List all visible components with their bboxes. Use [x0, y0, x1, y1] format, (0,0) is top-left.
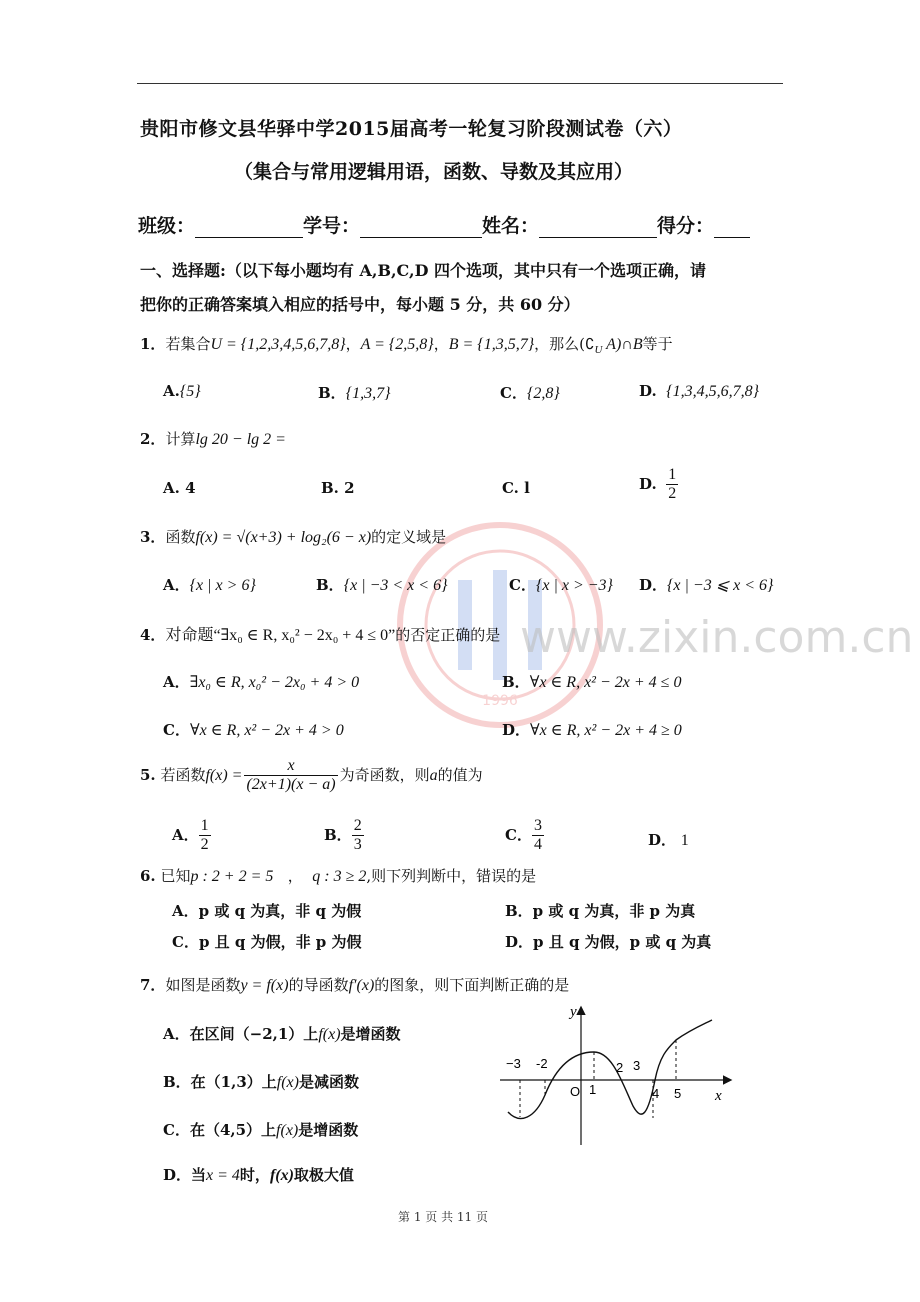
x-label: x [715, 1088, 722, 1104]
q4-option-a[interactable]: A．∃x₀ ∈ R, x₀² − 2x₀ + 4 > 0 [163, 673, 360, 691]
q5-post2: 的值为 [437, 765, 483, 784]
q3-option-b[interactable]: B．{x | −3 < x < 6} [316, 576, 448, 594]
q1-number: 1． [140, 335, 166, 353]
q6-text: 已知 [160, 867, 191, 885]
watermark-year: 1996 [482, 693, 518, 709]
q2-option-d[interactable]: D. $\frac{1}{2}$ [639, 466, 677, 503]
q7-number: 7． [140, 976, 166, 994]
q4-option-b[interactable]: B．∀x ∈ R, x² − 2x + 4 ≤ 0 [502, 673, 682, 691]
q6-p: p : 2 + 2 = 5 [190, 868, 274, 885]
tick-neg3: −3 [506, 1056, 521, 1071]
q4-text: 对命题“∃x₀ ∈ R, x₀² − 2x₀ + 4 ≤ 0” [165, 627, 396, 644]
score-label: 得分： [657, 215, 715, 237]
q2-option-c[interactable]: C. l [502, 479, 530, 497]
section-line2: 把你的正确答案填入相应的括号中，每小题 5 分，共 60 分） [140, 295, 580, 314]
tick-5: 5 [674, 1086, 682, 1101]
q2-option-b[interactable]: B. 2 [321, 479, 355, 497]
q7-option-d[interactable]: D．当x = 4时，f(x)取极大值 [163, 1166, 354, 1184]
page-subtitle: （集合与常用逻辑用语，函数、导数及其应用） [234, 161, 634, 183]
tick-2: 2 [616, 1060, 624, 1075]
q1-option-a[interactable]: A.{5} [163, 382, 201, 400]
q7-option-b[interactable]: B．在（1,3）上f(x)是减函数 [163, 1073, 359, 1091]
q6-number: 6. [140, 867, 156, 885]
origin-label: O [570, 1084, 581, 1099]
q3-post: 的定义域是 [371, 528, 447, 546]
question-1: 1．若集合U = {1,2,3,4,5,6,7,8}，A = {2,5,8}，B = {1,3,5,7}，那么($∁_U$ A)∩B等于 [140, 335, 673, 356]
id-label: 学号： [303, 215, 361, 237]
q5-option-b[interactable]: B． $\frac{2}{3}$ [324, 817, 362, 854]
q3-expr: f(x) = √(x+3) + log₂(6 − x) [195, 529, 372, 546]
q6-post: ,则下列判断中，错误的是 [366, 867, 537, 885]
q6-option-c[interactable]: C．p 且 q 为假，非 p 为假 [172, 933, 362, 951]
q5-text: 若函数 [160, 765, 206, 784]
question-6: 6. 已知p : 2 + 2 = 5 ， q : 3 ≥ 2,则下列判断中，错误的是 [140, 867, 537, 885]
id-blank[interactable] [360, 219, 482, 238]
q6-q: q : 3 ≥ 2 [312, 868, 367, 885]
q4-option-c[interactable]: C．∀x ∈ R, x² − 2x + 4 > 0 [163, 721, 344, 739]
q3-option-c[interactable]: C．{x | x > −3} [509, 576, 613, 594]
q1-option-d[interactable]: D. {1,3,4,5,6,7,8} [639, 382, 760, 400]
header-rule [137, 83, 783, 84]
derivative-graph [490, 1000, 740, 1150]
q1-pre: 若集合 [165, 335, 211, 353]
q2-number: 2． [140, 430, 166, 448]
q5-number: 5. [140, 765, 156, 784]
tick-4: 4 [652, 1086, 660, 1101]
q1-sub: U [594, 344, 603, 356]
q6-option-d[interactable]: D．p 且 q 为假，p 或 q 为真 [505, 933, 712, 951]
q1-option-b[interactable]: B．{1,3,7} [318, 384, 391, 402]
q4-number: 4． [140, 626, 166, 644]
name-blank[interactable] [539, 219, 657, 238]
info-line [138, 211, 750, 238]
watermark-url: www.zixin.com.cn [520, 612, 914, 663]
q7-mid: 的导函数 [288, 976, 349, 994]
q3-number: 3． [140, 528, 166, 546]
question-5 [140, 757, 483, 795]
score-blank[interactable] [714, 219, 750, 238]
q1-option-c[interactable]: C．{2,8} [500, 384, 560, 402]
question-7 [140, 974, 569, 995]
q1-expr: A)∩B [602, 336, 643, 353]
q1-set-a: A = {2,5,8} [360, 336, 434, 353]
q5-option-c[interactable]: C． $\frac{3}{4}$ [505, 817, 542, 854]
q3-option-d[interactable]: D．{x | −3 ⩽ x < 6} [639, 576, 774, 594]
section-line1: 一、选择题:（以下每小题均有 A,B,C,D 四个选项，其中只有一个选项正确，请 [140, 261, 707, 280]
q7-text: 如图是函数 [165, 976, 241, 994]
page-title: 贵阳市修文县华驿中学2015届高考一轮复习阶段测试卷（六） [140, 118, 683, 140]
q4-option-d[interactable]: D．∀x ∈ R, x² − 2x + 4 ≥ 0 [502, 721, 682, 739]
q2-expr: lg 20 − lg 2 = [195, 431, 286, 448]
q7-option-a[interactable]: A．在区间（−2,1）上f(x)是增函数 [163, 1025, 401, 1043]
q2-text: 计算 [165, 430, 196, 448]
q6-option-a[interactable]: A．p 或 q 为真，非 q 为假 [172, 902, 362, 920]
question-3 [140, 526, 446, 547]
q5-option-a[interactable]: A． $\frac{1}{2}$ [172, 817, 209, 854]
q1-post: 等于 [642, 335, 673, 353]
q1-set-u: U = {1,2,3,4,5,6,7,8} [210, 336, 346, 353]
q3-option-a[interactable]: A．{x | x > 6} [163, 576, 256, 594]
q7-option-c[interactable]: C．在（4,5）上f(x)是增函数 [163, 1121, 359, 1139]
page-footer: 第 1 页 共 11 页 [398, 1210, 488, 1224]
q5-lhs: f(x) = [205, 766, 243, 784]
q2-option-a[interactable]: A. 4 [163, 479, 196, 497]
y-label: y [570, 1004, 577, 1020]
class-blank[interactable] [195, 219, 303, 238]
class-label: 班级： [138, 215, 196, 237]
q5-option-d[interactable]: D． 1 [648, 831, 689, 849]
q7-f1: y = f(x) [240, 977, 289, 994]
q5-var: a [429, 766, 438, 784]
q1-set-b: B = {1,3,5,7} [448, 336, 535, 353]
question-4 [140, 622, 500, 645]
tick-1: 1 [589, 1082, 597, 1097]
q5-post: 为奇函数，则 [339, 765, 430, 784]
q5-fraction: $\frac{x}{(2x+1)(x - a)}$ [246, 757, 336, 794]
q4-post: 的否定正确的是 [395, 626, 501, 644]
question-2 [140, 428, 286, 449]
q7-post: 的图象，则下面判断正确的是 [374, 976, 570, 994]
tick-neg2: -2 [536, 1056, 548, 1071]
q6-option-b[interactable]: B．p 或 q 为真，非 p 为真 [505, 902, 696, 920]
name-label: 姓名： [482, 215, 540, 237]
q3-text: 函数 [165, 528, 196, 546]
q1-mid: ，那么(∁ [534, 335, 595, 353]
tick-3: 3 [633, 1058, 641, 1073]
q7-f2: f′(x) [348, 977, 375, 994]
